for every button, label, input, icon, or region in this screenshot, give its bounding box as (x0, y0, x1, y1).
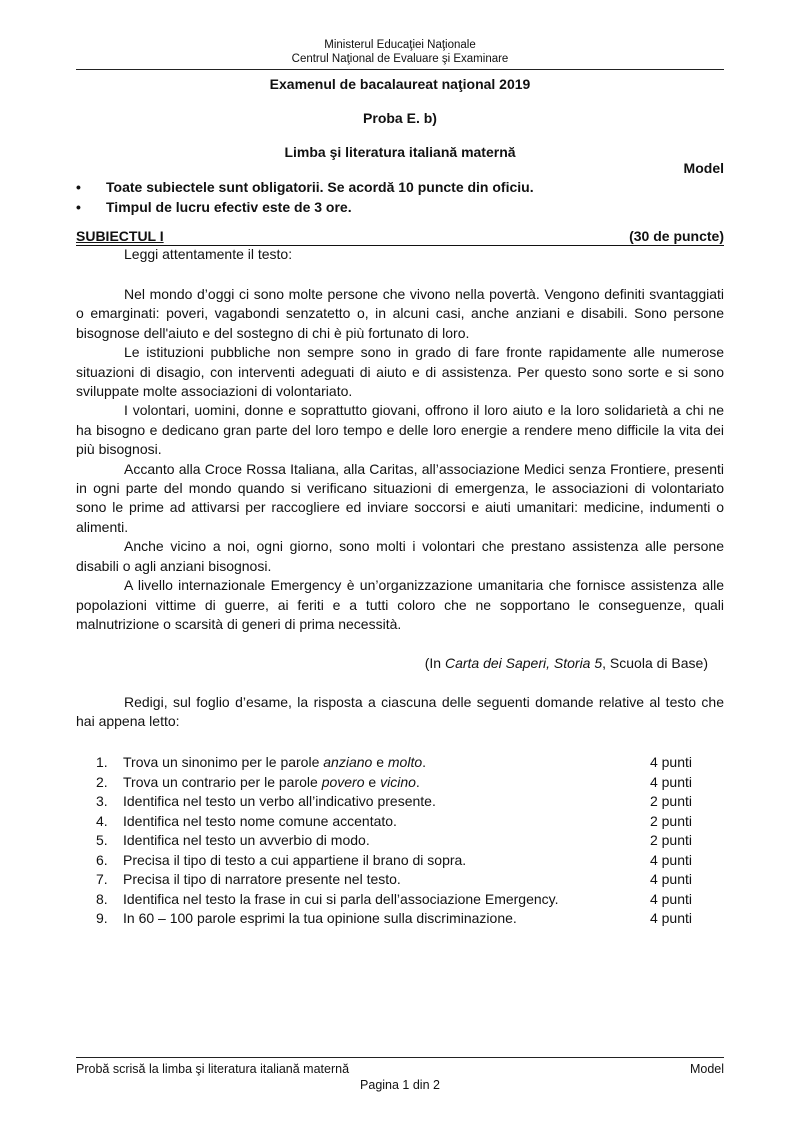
header-divider (76, 69, 724, 70)
center-name: Centrul Naţional de Evaluare şi Examinare (291, 53, 509, 65)
question-item (96, 753, 692, 773)
question-item (96, 909, 692, 929)
question-points: 4 punti (649, 851, 692, 868)
question-text: Trova un contrario per le parole povero e vicino. (123, 773, 420, 790)
question-points: 2 punti (649, 832, 692, 848)
question-item (96, 870, 692, 890)
text-paragraph: Accanto alla Croce Rossa Italiana, alla Caritas, all’associazione Medici senza Frontiere, presenti in ogni parte del mondo quando si verificano situazioni di emergenza, le associazioni di volontariato sono le prime ad attivarsi per raccogliere ed inviare soccorsi e aiuti umanitari: medicine, indumenti o alimenti. (76, 460, 724, 535)
question-text: Identifica nel testo la frase in cui si parla dell’associazione Emergency. (123, 890, 559, 907)
question-points: 2 punti (649, 812, 692, 829)
question-item (96, 851, 692, 871)
question-item (96, 831, 692, 851)
rule-text: Toate subiectele sunt obligatorii. Se acordă 10 puncte din oficiu. (106, 179, 534, 195)
questions-intro: Redigi, sul foglio d’esame, la risposta a ciascuna delle seguenti domande relative al testo che hai appena letto: (76, 694, 724, 730)
question-points: 2 punti (649, 793, 692, 809)
question-text: Identifica nel testo nome comune accentato. (123, 812, 397, 829)
section-header (76, 228, 724, 246)
question-item (96, 792, 692, 812)
question-text: In 60 – 100 parole esprimi la tua opinione sulla discriminazione. (123, 910, 517, 926)
exam-proba: Proba E. b) (363, 110, 437, 126)
question-text: Trova un sinonimo per le parole anziano e molto. (123, 754, 427, 770)
bullet-icon: • (76, 199, 81, 215)
question-item (96, 773, 692, 793)
exam-title: Examenul de bacalaureat naţional 2019 (269, 76, 531, 92)
question-number: 7. (96, 871, 108, 887)
question-number: 5. (96, 832, 108, 848)
citation-suffix: , Scuola di Base) (602, 655, 708, 671)
reading-text (76, 285, 724, 634)
question-number: 8. (96, 890, 108, 907)
question-text: Precisa il tipo di testo a cui appartiene il brano di sopra. (123, 851, 467, 868)
ministry-header (0, 38, 800, 66)
exam-subject: Limba şi literatura italiană maternă (284, 144, 516, 160)
question-points: 4 punti (649, 754, 692, 770)
question-text: Precisa il tipo di narratore presente nel testo. (123, 871, 401, 887)
question-text: Identifica nel testo un avverbio di modo. (123, 832, 370, 848)
footer-exam-name: Probă scrisă la limba şi literatura italiană maternă (76, 1062, 350, 1076)
page-number: Pagina 1 din 2 (360, 1078, 440, 1092)
footer-model-label: Model (689, 1062, 724, 1076)
citation-prefix: (In (424, 655, 445, 671)
ministry-name: Ministerul Educaţiei Naţionale (324, 39, 476, 51)
exam-rules (76, 177, 724, 217)
rule-item (76, 177, 724, 197)
question-points: 4 punti (649, 910, 692, 926)
question-number: 2. (96, 773, 108, 790)
question-number: 9. (96, 910, 108, 926)
text-paragraph: Anche vicino a noi, ogni giorno, sono molti i volontari che prestano assistenza alle persone disabili o agli anziani bisognosi. (76, 538, 724, 574)
model-label: Model (683, 160, 724, 176)
footer-divider (76, 1057, 724, 1058)
question-number: 3. (96, 793, 108, 809)
question-number: 1. (96, 754, 108, 770)
question-number: 4. (96, 812, 108, 829)
source-citation (425, 655, 708, 671)
question-number: 6. (96, 851, 108, 868)
text-paragraph: Nel mondo d’oggi ci sono molte persone che vivono nella povertà. Vengono definiti svantaggiati o emarginati: poveri, vagabondi senzatetto o, in alcuni casi, anche anziani e disabili. Sono persone bisognose dell'aiuto e del sostegno di chi è più fortunato di loro. (76, 286, 724, 341)
text-paragraph: I volontari, uomini, donne e soprattutto giovani, offrono il loro aiuto e la loro solidarietà a chi ne ha bisogno e dedicano gran parte del loro tempo e delle loro energie a rendere meno difficile la vita dei più bisognosi. (76, 402, 724, 458)
question-points: 4 punti (649, 871, 692, 887)
reading-instruction: Leggi attentamente il testo: (124, 246, 293, 262)
question-item (96, 812, 692, 832)
question-points: 4 punti (649, 773, 692, 790)
bullet-icon: • (76, 179, 81, 195)
rule-text: Timpul de lucru efectiv este de 3 ore. (106, 199, 352, 215)
text-paragraph: Le istituzioni pubbliche non sempre sono in grado di fare fronte rapidamente alle numerose situazioni di disagio, con interventi adeguati di aiuto e di assistenza. Per questo sono sorte e si sono sviluppate molte associazioni di volontariato. (76, 344, 724, 400)
question-list (96, 753, 692, 929)
section-name: SUBIECTUL I (76, 228, 164, 244)
rule-item (76, 197, 724, 217)
question-item (96, 890, 692, 910)
section-points: (30 de puncte) (629, 228, 724, 244)
question-text: Identifica nel testo un verbo all’indicativo presente. (123, 793, 436, 809)
citation-title: Carta dei Saperi, Storia 5 (444, 655, 603, 671)
question-points: 4 punti (649, 890, 692, 907)
text-paragraph: A livello internazionale Emergency è un’organizzazione umanitaria che fornisce assistenza alle popolazioni vittime di guerre, ai feriti e a tutti coloro che ne sopportano le conseguenze, quali malnutrizione o scarsità di generi di prima necessità. (76, 577, 724, 632)
